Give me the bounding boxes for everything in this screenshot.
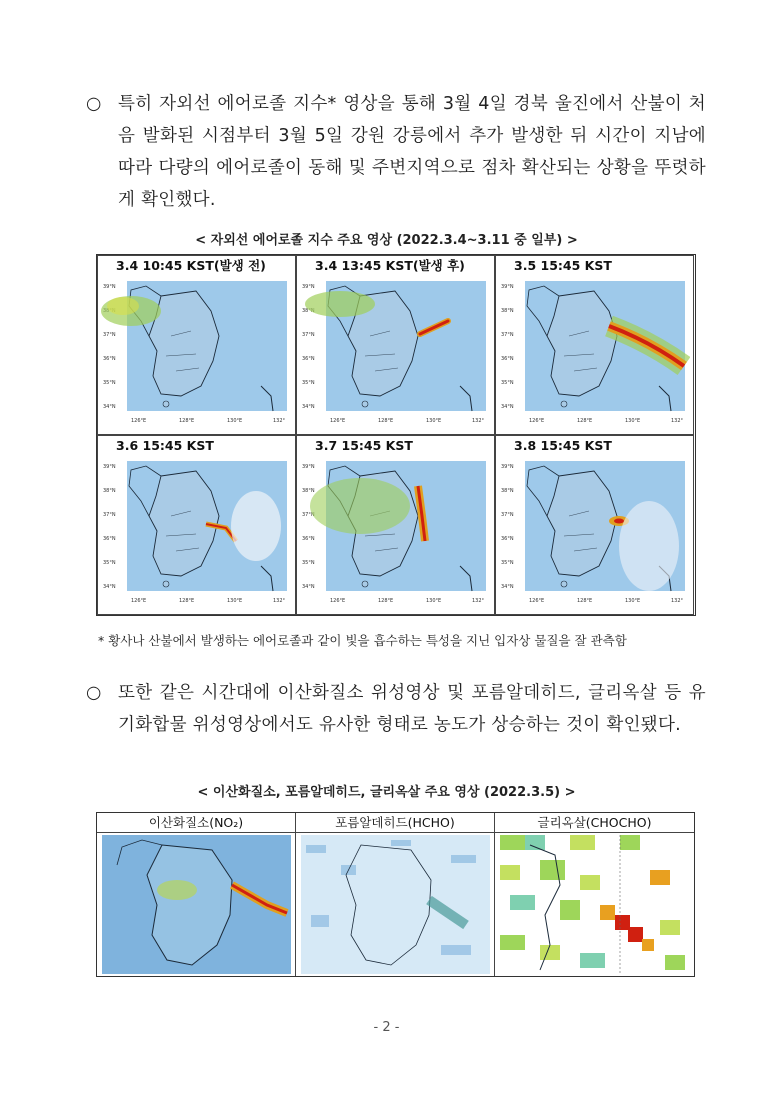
satellite-map [300,276,491,432]
panel-title: 3.8 15:45 KST [514,438,612,453]
gas-concentration-figure [96,812,695,977]
satellite-map [101,276,292,432]
figure-2-caption: < 이산화질소, 포름알데히드, 글리옥살 주요 영상 (2022.3.5) > [197,785,576,800]
satellite-map [300,456,491,612]
satellite-map [499,456,690,612]
panel [97,255,296,435]
satellite-map [499,276,690,432]
figure-1-caption: < 자외선 에어로졸 지수 주요 영상 (2022.3.4~3.11 중 일부) > [195,233,578,248]
no2-map [102,835,291,974]
panel-title: 이산화질소(NO₂) [97,813,295,833]
panel [495,813,694,976]
aerosol-index-figure [96,254,696,616]
footnote: * 황사나 산불에서 발생하는 에어로졸과 같이 빛을 흡수하는 특성을 지닌 입자상 물질을 잘 관측함 [98,633,627,648]
panel-title: 글리옥살(CHOCHO) [495,813,694,833]
paragraph-1 [86,88,706,216]
chocho-map [500,835,689,974]
panel [296,813,495,976]
panel [495,255,694,435]
panel [97,435,296,615]
panel [495,435,694,615]
panel [296,255,495,435]
panel-title: 3.5 15:45 KST [514,258,612,273]
bullet-circle: ○ [86,94,102,114]
page-number: - 2 - [373,1020,400,1035]
panel [296,435,495,615]
panel-title: 3.4 10:45 KST(발생 전) [116,258,266,273]
paragraph-1-text: 특히 자외선 에어로졸 지수* 영상을 통해 3월 4일 경북 울진에서 산불이 처음 발화된 시점부터 3월 5일 강원 강릉에서 추가 발생한 뒤 시간이 지남에 따라 다량의 에어로졸이 동해 및 주변지역으로 점차 확산되는 상황을 뚜렷하게 확인했다. [118,94,706,210]
paragraph-2-text: 또한 같은 시간대에 이산화질소 위성영상 및 포름알데히드, 글리옥살 등 유기화합물 위성영상에서도 유사한 형태로 농도가 상승하는 것이 확인됐다. [118,683,706,735]
satellite-map [101,456,292,612]
panel-title: 포름알데히드(HCHO) [296,813,494,833]
bullet-circle: ○ [86,683,102,703]
panel-title: 3.7 15:45 KST [315,438,413,453]
panel-title: 3.6 15:45 KST [116,438,214,453]
hcho-map [301,835,490,974]
panel-title: 3.4 13:45 KST(발생 후) [315,258,465,273]
paragraph-2 [86,677,706,741]
panel [97,813,296,976]
